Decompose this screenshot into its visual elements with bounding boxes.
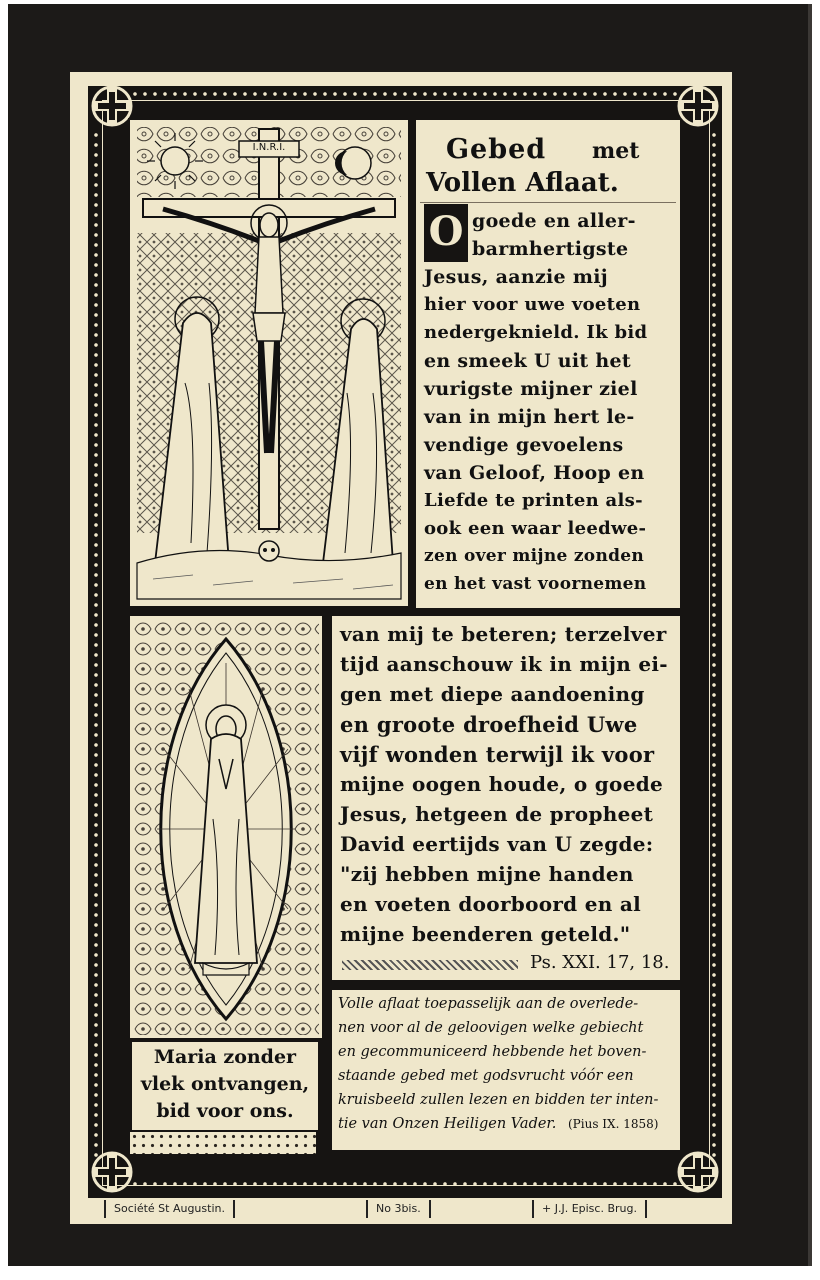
prayer-line: van Geloof, Hoop en <box>424 462 645 484</box>
maria-caption-box <box>130 1040 320 1132</box>
indulgence-line: nen voor al de geloovigen welke gebiecht <box>338 1020 644 1036</box>
prayer-line: en voeten doorboord en al <box>340 892 642 916</box>
top-dot-border <box>130 91 680 97</box>
indulgence-reference: (Pius IX. 1858) <box>568 1117 659 1131</box>
hatched-rule <box>342 960 518 970</box>
prayer-line: David eertijds van U zegde: <box>340 832 654 856</box>
prayer-line: tijd aanschouw ik in mijn ei- <box>340 652 668 676</box>
prayer-line: mijne beenderen geteld." <box>340 922 631 946</box>
corner-cross-icon <box>676 84 720 128</box>
title-vollen-aflaat: Vollen Aflaat. <box>426 168 619 198</box>
prayer-line: Jesus, hetgeen de propheet <box>340 802 654 826</box>
prayer-line: van in mijn hert le- <box>424 406 635 428</box>
indulgence-line: tie van Onzen Heiligen Vader. <box>338 1116 557 1132</box>
prayer-lower-column <box>332 616 680 980</box>
prayer-line: vendige gevoelens <box>424 434 624 456</box>
title-gebed: Gebed <box>446 134 547 165</box>
prayer-line: ook een waar leedwe- <box>424 518 647 539</box>
prayer-line: van mij te beteren; terzelver <box>340 622 667 646</box>
prayer-line: Jesus, aanzie mij <box>424 266 608 288</box>
madonna-illustration <box>130 616 322 1038</box>
prayer-line: en smeek U uit het <box>424 350 631 372</box>
indulgence-line: kruisbeeld zullen lezen en bidden ter inten- <box>338 1092 659 1108</box>
prayer-line: gen met diepe aandoening <box>340 682 645 706</box>
psalm-reference: Ps. XXI. 17, 18. <box>530 952 670 973</box>
indulgence-note <box>332 988 680 1150</box>
inri-inscription: I.N.R.I. <box>252 142 286 153</box>
left-dot-border <box>93 130 99 1160</box>
prayer-line: en het vast voornemen <box>424 574 647 594</box>
corner-cross-icon <box>90 84 134 128</box>
episcopal-approval: + J.J. Episc. Brug. <box>532 1200 647 1218</box>
right-dot-border <box>711 130 717 1160</box>
prayer-line: nedergeknield. Ik bid <box>424 322 648 343</box>
prayer-line: vurigste mijner ziel <box>424 378 638 400</box>
prayer-line: "zij hebben mijne handen <box>340 862 634 886</box>
corner-cross-icon <box>90 1150 134 1194</box>
prayer-line: zen over mijne zonden <box>424 546 645 566</box>
prayer-line: Liefde te printen als- <box>424 490 643 511</box>
prayer-line: goede en aller- <box>472 210 636 232</box>
corner-cross-icon <box>676 1150 720 1194</box>
indulgence-line: en gecommuniceerd hebbende het boven- <box>338 1044 647 1060</box>
dropcap-o: O <box>424 204 468 262</box>
prayer-line: vijf wonden terwijl ik voor <box>340 742 655 767</box>
prayer-line: en groote droefheid Uwe <box>340 712 638 737</box>
maria-line: vlek ontvangen, <box>140 1073 310 1095</box>
title-met: met <box>592 138 640 164</box>
publisher-imprint: Société St Augustin. <box>104 1200 235 1218</box>
maria-line: bid voor ons. <box>156 1100 294 1122</box>
prayer-line: mijne oogen houde, o goede <box>340 772 664 796</box>
indulgence-line: Volle aflaat toepasselijk aan de overlede- <box>338 996 639 1012</box>
prayer-line: hier voor uwe voeten <box>424 294 641 315</box>
maria-line: Maria zonder <box>153 1046 297 1068</box>
bottom-dot-border <box>130 1181 680 1187</box>
prayer-line: barmhertigste <box>472 238 629 260</box>
prayer-upper-column <box>416 120 680 608</box>
crucifixion-illustration <box>130 120 408 606</box>
card-number: No 3bis. <box>366 1200 431 1218</box>
maria-ornament <box>130 1132 316 1154</box>
indulgence-line: staande gebed met godsvrucht vóór een <box>338 1068 634 1084</box>
